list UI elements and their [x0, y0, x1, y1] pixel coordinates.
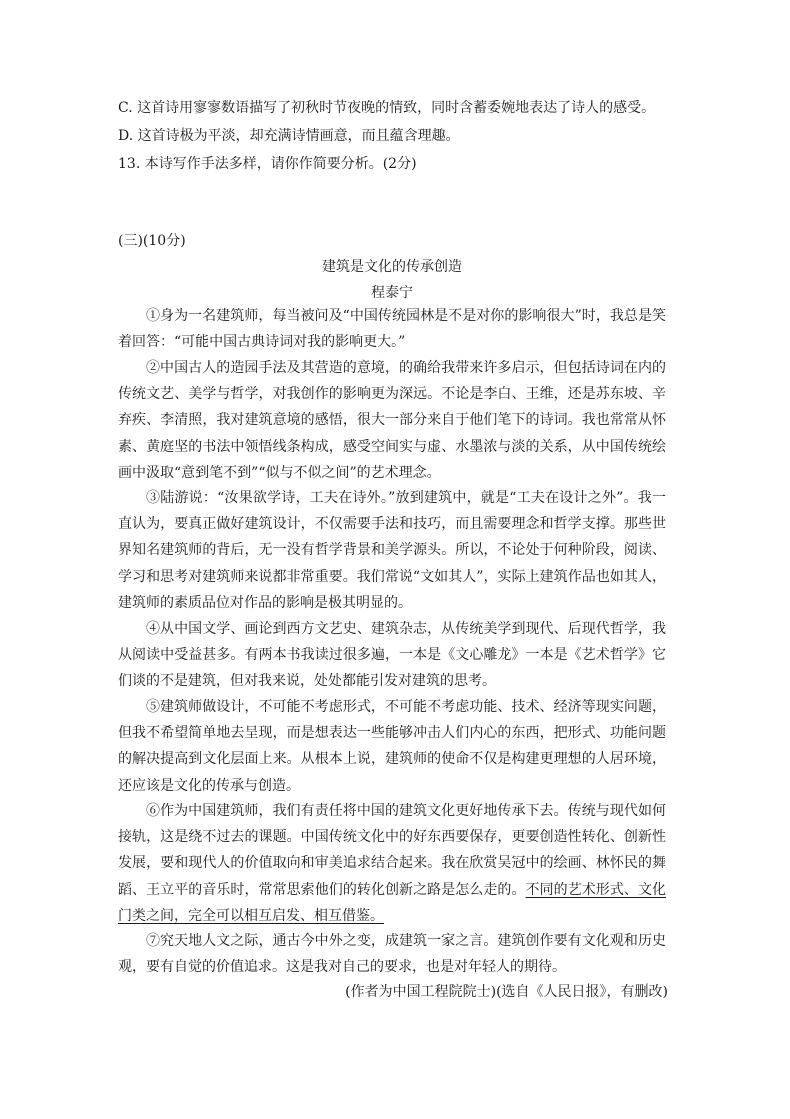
article-author: 程泰宁	[371, 285, 413, 301]
option-d: D. 这首诗极为平淡，却充满诗情画意，而且蕴含理趣。	[118, 128, 460, 144]
question-13: 13. 本诗写作手法多样，请你作简要分析。(2分)	[118, 156, 417, 172]
option-c: C. 这首诗用寥寥数语描写了初秋时节夜晚的情致，同时含蓄委婉地表达了诗人的感受。	[118, 100, 656, 116]
paragraph-3: ③陆游说：“汝果欲学诗，工夫在诗外。”放到建筑中，就是“工夫在设计之外”。我一直认为，要真正做好建筑设计，不仅需要手法和技巧，而且需要理念和哲学支撑。那些世界知名建筑师的背后，无一没有哲学背景和美学源头。所以，不论处于何种阶段，阅读、学习和思考对建筑师来说都非常重要。我们常说“文如其人”，实际上建筑作品也如其人，建筑师的素质品位对作品的影响是极其明显的。	[118, 490, 666, 611]
underlined-sentence: 不同的艺术形式、文化门类之间，完全可以相互启发、相互借鉴。	[118, 881, 667, 924]
paragraph-1: ①身为一名建筑师，每当被问及“中国传统园林是不是对你的影响很大”时，我总是笑着回答：“可能中国古典诗词对我的影响更大。”	[118, 308, 666, 351]
paragraph-5: ⑤建筑师做设计，不可能不考虑形式，不可能不考虑功能、技术、经济等现实问题，但我不希望简单地去呈现，而是想表达一些能够冲击人们内心的东西，把形式、功能问题的解决提高到文化层面上来。从根本上说，建筑师的使命不仅是构建更理想的人居环境，还应该是文化的传承与创造。	[118, 699, 666, 794]
paragraph-6-text: ⑥作为中国建筑师，我们有责任将中国的建筑文化更好地传承下去。传统与现代如何接轨，这是绕不过去的课题。中国传统文化中的好东西要保存，更要创造性转化、创新性发展，要和现代人的价值取向和审美追求结合起来。我在欣赏吴冠中的绘画、林怀民的舞蹈、王立平的音乐时，常常思索他们的转化创新之路是怎么走的。	[118, 803, 666, 898]
paragraph-7: ⑦究天地人文之际，通古今中外之变，成建筑一家之言。建筑创作要有文化观和历史观，要有自觉的价值追求。这是我对自己的要求，也是对年轻人的期待。	[118, 933, 666, 976]
paragraph-2: ②中国古人的造园手法及其营造的意境，的确给我带来许多启示，但包括诗词在内的传统文艺、美学与哲学，对我创作的影响更为深远。不论是李白、王维，还是苏东坡、辛弃疾、李清照，我对建筑意境的感悟，很大一部分来自于他们笔下的诗词。我也常常从怀素、黄庭坚的书法中领悟线条构成，感受空间实与虚、水墨浓与淡的关系，从中国传统绘画中汲取“意到笔不到”“似与不似之间”的艺术理念。	[118, 360, 666, 481]
section-label: (三)(10分)	[118, 233, 186, 249]
paragraph-4: ④从中国文学、画论到西方文艺史、建筑杂志，从传统美学到现代、后现代哲学，我从阅读中受益甚多。有两本书我读过很多遍，一本是《文心雕龙》一本是《艺术哲学》它们谈的不是建筑，但对我来说，处处都能引发对建筑的思考。	[118, 621, 666, 690]
article-title: 建筑是文化的传承创造	[322, 259, 462, 275]
source-note: (作者为中国工程院院士)(选自《人民日报》，有删改)	[345, 984, 668, 1000]
paragraph-6	[118, 798, 666, 929]
